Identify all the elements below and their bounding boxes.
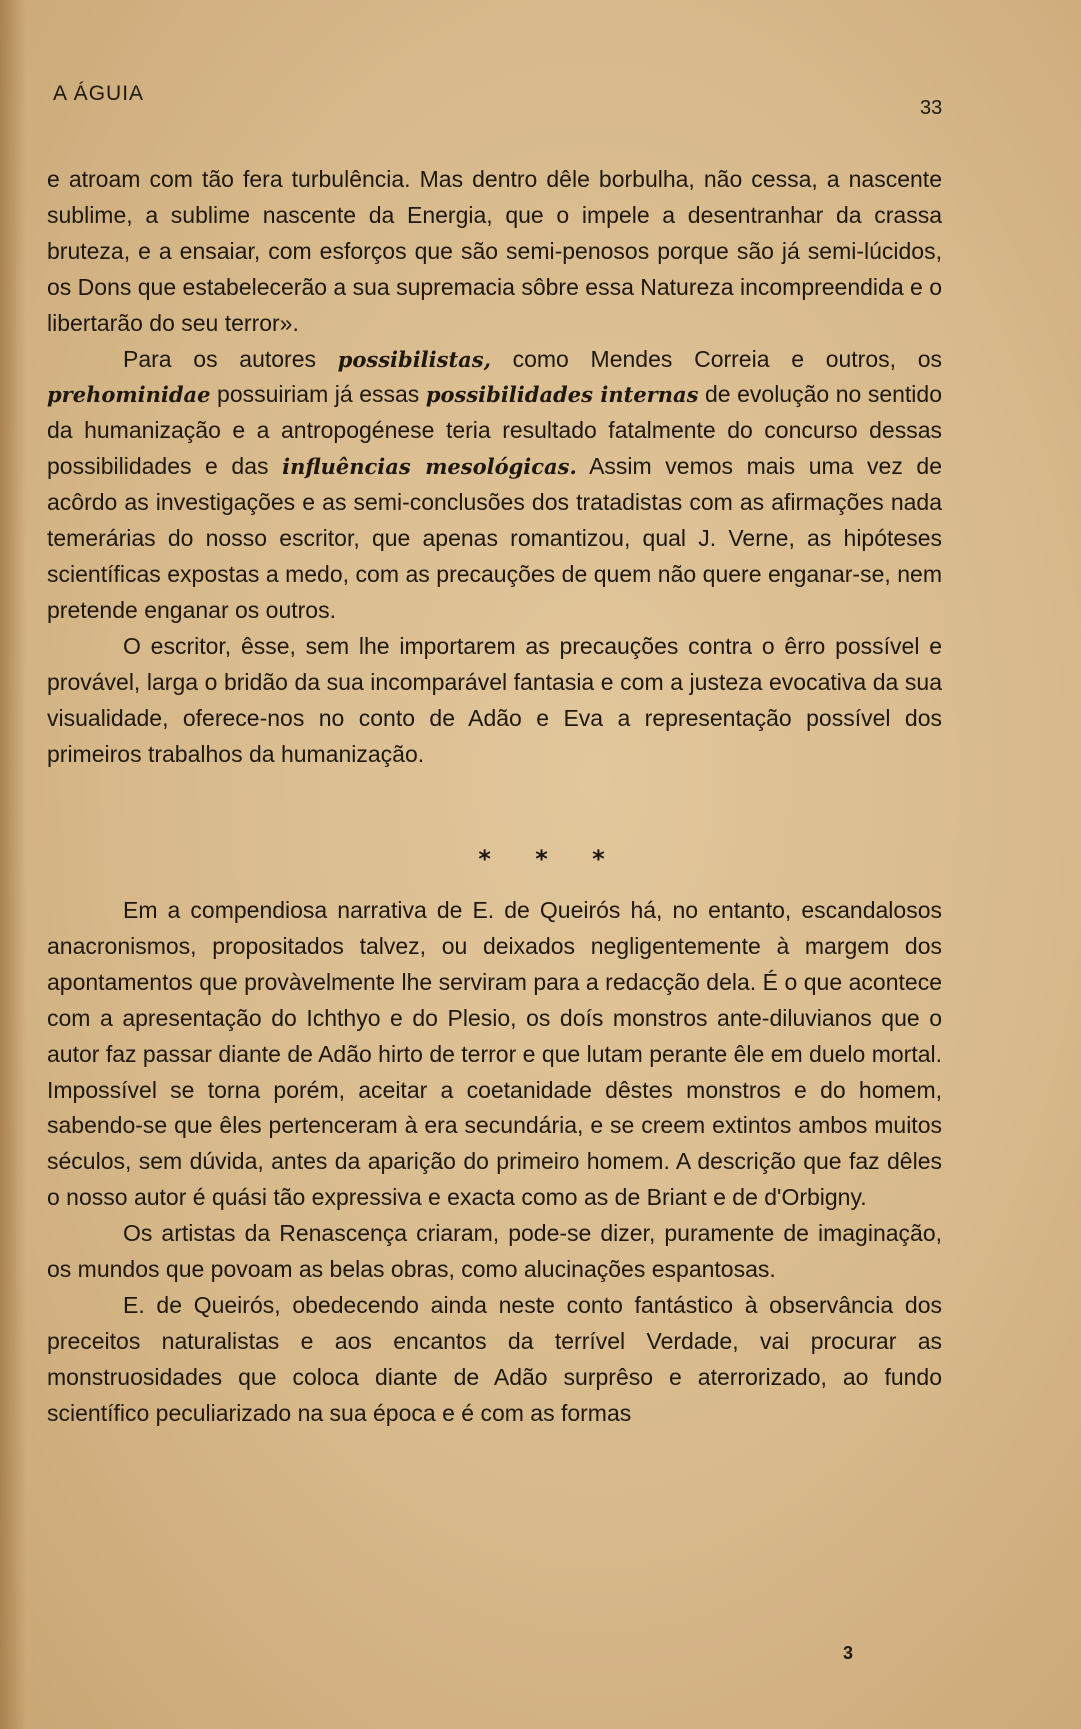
paragraph-2-text-2: como Mendes Correia e outros, os (490, 345, 942, 372)
paragraph-3: O escritor, êsse, sem lhe importarem as precauções contra o êrro possível e provável, larga o bridão da sua incomparável fantasia e com a justeza evocativa da sua visualidade, oferece-nos no conto de Adão e Eva a representação possível dos primeiros trabalhos da humanização. (47, 632, 942, 767)
paragraph-2-italic-2: prehominidae (47, 382, 211, 408)
paragraph-2 (47, 342, 942, 629)
paragraph-2-italic-3: possibilidades internas (425, 382, 699, 408)
running-title: A ÁGUIA (53, 82, 145, 105)
paragraph-2-text-3: possuiriam já essas (210, 381, 426, 408)
paragraph-1: e atroam com tão fera turbulência. Mas dentro dêle borbulha, não cessa, a nascente sublime, a sublime nascente da Energia, que o impele a desentranhar da crassa bruteza, e a ensaiar, com esforços que são semi-penosos porque são já semi-lúcidos, os Dons que estabelecerão a sua supremacia sôbre essa Natureza incompreendida e o libertarão do seu terror». (47, 166, 942, 336)
paragraph-2-text-4: de evolução no sentido da humanização e a antropogénese teria resultado fatalmente do concurso dessas possibilidades e das (47, 381, 943, 480)
paragraph-6: E. de Queirós, obedecendo ainda neste conto fantástico à observância dos preceitos naturalistas e aos encantos da terrível Verdade, vai procurar as monstruosidades que coloca diante de Adão surprêso e aterrorizado, ao fundo scientífico peculiarizado na sua época e é com as formas (47, 1291, 942, 1426)
section-separator: * * * (478, 845, 623, 873)
paragraph-5: Os artistas da Renascença criaram, pode-se dizer, puramente de imaginação, os mundos que povoam as belas obras, como alucinações espantosas. (47, 1220, 942, 1283)
text-block-upper (47, 162, 942, 772)
paragraph-4: Em a compendiosa narrativa de E. de Queirós há, no entanto, escandalosos anacronismos, propositados talvez, ou deixados negligentemente à margem dos apontamentos que provàvelmente lhe serviram para a redacção dela. É o que acontece com a apresentação do Ichthyo e do Plesio, os doís monstros ante-diluvianos que o autor faz passar diante de Adão hirto de terror e que lutam perante êle em duelo mortal. Impossível se torna porém, aceitar a coetanidade dêstes monstros e do homem, sabendo-se que êles pertenceram à era secundária, e se creem extintos ambos muitos séculos, sem dúvida, antes da aparição do primeiro homem. A descrição que faz dêles o nosso autor é quási tão expressiva e exacta como as de Briant e de d'Orbigny. (47, 897, 942, 1211)
paragraph-2-text-1: Para os autores (123, 345, 338, 372)
paragraph-2-text-5: Assim vemos mais uma vez de acôrdo as investigações e as semi-conclusões dos tratadistas com as afirmações nada temerárias do nosso escritor, que apenas romantizou, qual J. Verne, as hipóteses scientíficas expostas a medo, com as precauções de quem não quere enganar-se, nem pretende enganar os outros. (47, 453, 942, 623)
paragraph-2-italic-4: influências mesológicas. (282, 454, 577, 480)
page-number: 33 (920, 97, 943, 119)
text-block-lower (47, 893, 942, 1432)
paragraph-2-italic-1: possibilistas, (337, 346, 491, 372)
signature-mark: 3 (843, 1643, 854, 1663)
